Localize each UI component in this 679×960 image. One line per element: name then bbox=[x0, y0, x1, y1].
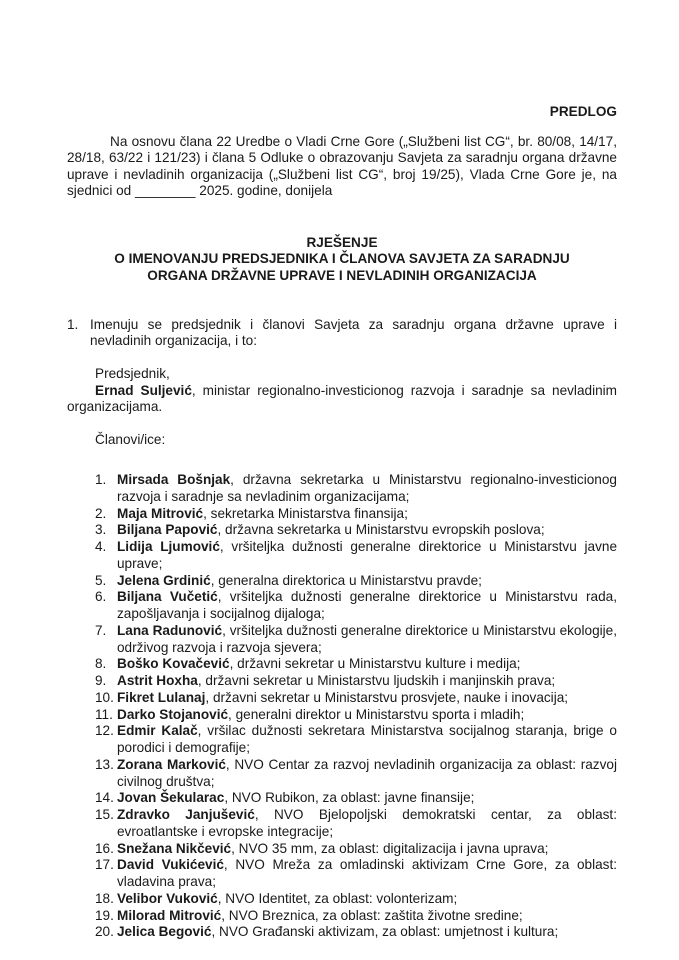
member-role: , NVO Identitet, za oblast: volonterizam; bbox=[217, 890, 458, 906]
member-name: Velibor Vuković bbox=[117, 890, 218, 906]
member-role: , vršiteljka dužnosti generalne direktorice u Ministarstvu rada, zapošljavanja i socijalnog dijaloga; bbox=[117, 589, 617, 621]
member-list-item bbox=[95, 857, 617, 891]
member-list-item bbox=[95, 623, 617, 657]
member-role: , državna sekretarka u Ministarstvu regionalno-investicionog razvoja i saradnje sa nevladinim organizacijama; bbox=[117, 472, 617, 504]
member-role: , generalna direktorica u Ministarstvu pravde; bbox=[210, 572, 482, 588]
member-number: 17. bbox=[95, 857, 114, 873]
member-text bbox=[117, 690, 617, 707]
member-number: 20. bbox=[95, 924, 114, 940]
member-number: 9. bbox=[95, 673, 107, 688]
member-role: , NVO Centar za razvoj nevladinih organizacija za oblast: razvoj civilnog društva; bbox=[117, 756, 617, 789]
member-name: Zdravko Janjušević bbox=[117, 807, 255, 822]
president-role: , ministar regionalno-investicionog razvoja i saradnje sa nevladinim organizacijama. bbox=[67, 383, 617, 415]
member-list-item bbox=[95, 673, 617, 690]
member-list-item bbox=[95, 723, 617, 757]
member-list-item bbox=[95, 539, 617, 573]
member-number: 19. bbox=[95, 907, 114, 923]
proposal-stamp: PREDLOG bbox=[549, 104, 617, 119]
member-role: , državna sekretarka u Ministarstvu evropskih poslova; bbox=[217, 522, 545, 538]
member-list-item bbox=[95, 573, 617, 590]
president-label: Predsjednik, bbox=[95, 366, 170, 381]
members-list bbox=[95, 472, 617, 941]
member-number: 11. bbox=[95, 706, 113, 722]
preamble-paragraph: Na osnovu člana 22 Uredbe o Vladi Crne Gore („Službeni list CG“, br. 80/08, 14/17, 28/18, 63/22 i 121/23) i člana 5 Odluke o obrazovanju Savjeta za saradnju organa državne uprave i nevladinih organizacija („Službeni list CG“, broj 19/25), Vlada Crne Gore je, na sjednici od ________ 2025. godine, donijela bbox=[67, 134, 617, 198]
member-text bbox=[117, 472, 617, 506]
member-role: , NVO Mreža za omladinski aktivizam Crne Gore, za oblast: vladavina prava; bbox=[117, 857, 617, 889]
member-role: , NVO 35 mm, za oblast: digitalizacija i javna uprava; bbox=[231, 840, 549, 856]
member-role: , vršiteljka dužnosti generalne direktorice u Ministarstvu ekologije, održivog razvoja i razvoja sjevera; bbox=[117, 622, 618, 655]
member-number: 16. bbox=[95, 840, 114, 856]
member-list-item bbox=[95, 589, 617, 623]
point-number: 1. bbox=[67, 317, 79, 332]
member-text bbox=[117, 790, 617, 807]
member-name: Darko Stojanović bbox=[117, 706, 229, 722]
member-list-item bbox=[95, 506, 617, 523]
member-role: , državni sekretar u Ministarstvu prosvjete, nauke i inovacija; bbox=[205, 689, 569, 705]
member-text bbox=[117, 522, 617, 539]
member-text bbox=[117, 924, 617, 941]
member-text bbox=[117, 757, 617, 791]
member-text bbox=[117, 673, 617, 690]
point-text: Imenuju se predsjednik i članovi Savjeta za saradnju organa državne uprave i nevladinih organizacija, i to: bbox=[90, 317, 617, 349]
member-list-item bbox=[95, 656, 617, 673]
member-list-item bbox=[95, 924, 617, 941]
member-role: , NVO Građanski aktivizam, za oblast: umjetnost i kultura; bbox=[211, 924, 559, 940]
member-text bbox=[117, 723, 617, 757]
member-number: 2. bbox=[95, 505, 107, 521]
member-number: 15. bbox=[95, 807, 114, 822]
member-role: , generalni direktor u Ministarstvu sporta i mladih; bbox=[228, 706, 525, 722]
member-number: 5. bbox=[95, 572, 107, 588]
member-text bbox=[117, 891, 617, 908]
member-list-item bbox=[95, 690, 617, 707]
member-role: , vršilac dužnosti sekretara Ministarstva socijalnog staranja, brige o porodici i demografije; bbox=[117, 723, 617, 755]
member-name: Snežana Nikčević bbox=[117, 840, 232, 856]
members-label: Članovi/ice: bbox=[95, 432, 166, 447]
member-text bbox=[117, 623, 617, 657]
decision-title bbox=[67, 235, 617, 284]
member-text bbox=[117, 908, 617, 925]
member-text bbox=[117, 857, 617, 891]
member-list-item bbox=[95, 472, 617, 506]
member-name: Biljana Vučetić bbox=[117, 589, 218, 605]
member-name: Lana Radunović bbox=[117, 622, 223, 638]
member-name: Biljana Papović bbox=[117, 522, 218, 538]
member-name: Boško Kovačević bbox=[117, 656, 230, 672]
member-text bbox=[117, 589, 617, 623]
member-list-item bbox=[95, 707, 617, 724]
member-text bbox=[117, 573, 617, 590]
member-number: 12. bbox=[95, 723, 114, 739]
member-name: Jovan Šekularac bbox=[117, 790, 225, 806]
member-list-item bbox=[95, 790, 617, 807]
member-number: 4. bbox=[95, 539, 107, 554]
president-entry bbox=[67, 383, 617, 416]
member-list-item bbox=[95, 757, 617, 791]
member-list-item bbox=[95, 841, 617, 858]
member-role: , državni sekretar u Ministarstvu kulture i medija; bbox=[229, 656, 521, 672]
member-name: Milorad Mitrović bbox=[117, 907, 222, 923]
member-role: , NVO Rubikon, za oblast: javne finansije; bbox=[224, 790, 475, 806]
member-role: , državni sekretar u Ministarstvu ljudskih i manjinskih prava; bbox=[197, 673, 556, 688]
member-list-item bbox=[95, 908, 617, 925]
member-text bbox=[117, 807, 617, 841]
member-role: , vršiteljka dužnosti generalne direktorice u Ministarstvu javne uprave; bbox=[117, 539, 618, 571]
member-name: Edmir Kalač bbox=[117, 723, 198, 739]
member-name: Lidija Ljumović bbox=[117, 539, 220, 554]
president-name: Ernad Suljević bbox=[95, 383, 192, 398]
member-number: 7. bbox=[95, 622, 107, 638]
member-list-item bbox=[95, 807, 617, 841]
title-line-1: RJEŠENJE bbox=[306, 235, 378, 250]
member-role: , NVO Bjelopoljski demokratski centar, za oblast: evroatlantske i evropske integracije; bbox=[117, 807, 617, 839]
member-list-item bbox=[95, 522, 617, 539]
member-number: 14. bbox=[95, 790, 114, 806]
member-number: 3. bbox=[95, 522, 107, 538]
member-number: 1. bbox=[95, 472, 107, 487]
member-name: David Vukićević bbox=[117, 857, 224, 873]
member-text bbox=[117, 656, 617, 673]
member-name: Astrit Hoxha bbox=[117, 673, 198, 688]
member-role: , NVO Breznica, za oblast: zaštita životne sredine; bbox=[221, 907, 523, 923]
member-number: 8. bbox=[95, 656, 107, 672]
member-number: 6. bbox=[95, 589, 107, 605]
member-number: 13. bbox=[95, 756, 114, 772]
member-name: Maja Mitrović bbox=[117, 505, 204, 521]
member-list-item bbox=[95, 891, 617, 908]
title-line-2: O IMENOVANJU PREDSJEDNIKA I ČLANOVA SAVJETA ZA SARADNJU bbox=[114, 251, 570, 267]
member-role: , sekretarka Ministarstva finansija; bbox=[203, 505, 408, 521]
point-1 bbox=[67, 317, 617, 350]
title-line-3: ORGANA DRŽAVNE UPRAVE I NEVLADINIH ORGANIZACIJA bbox=[147, 267, 537, 283]
member-name: Jelica Begović bbox=[117, 924, 212, 940]
member-text bbox=[117, 539, 617, 573]
member-text bbox=[117, 506, 617, 523]
member-number: 18. bbox=[95, 890, 114, 906]
member-text bbox=[117, 841, 617, 858]
member-name: Jelena Grdinić bbox=[117, 572, 211, 588]
member-text bbox=[117, 707, 617, 724]
member-name: Fikret Lulanaj bbox=[117, 689, 206, 705]
member-number: 10. bbox=[95, 689, 114, 705]
member-name: Zorana Marković bbox=[117, 756, 226, 772]
member-name: Mirsada Bošnjak bbox=[117, 472, 231, 487]
